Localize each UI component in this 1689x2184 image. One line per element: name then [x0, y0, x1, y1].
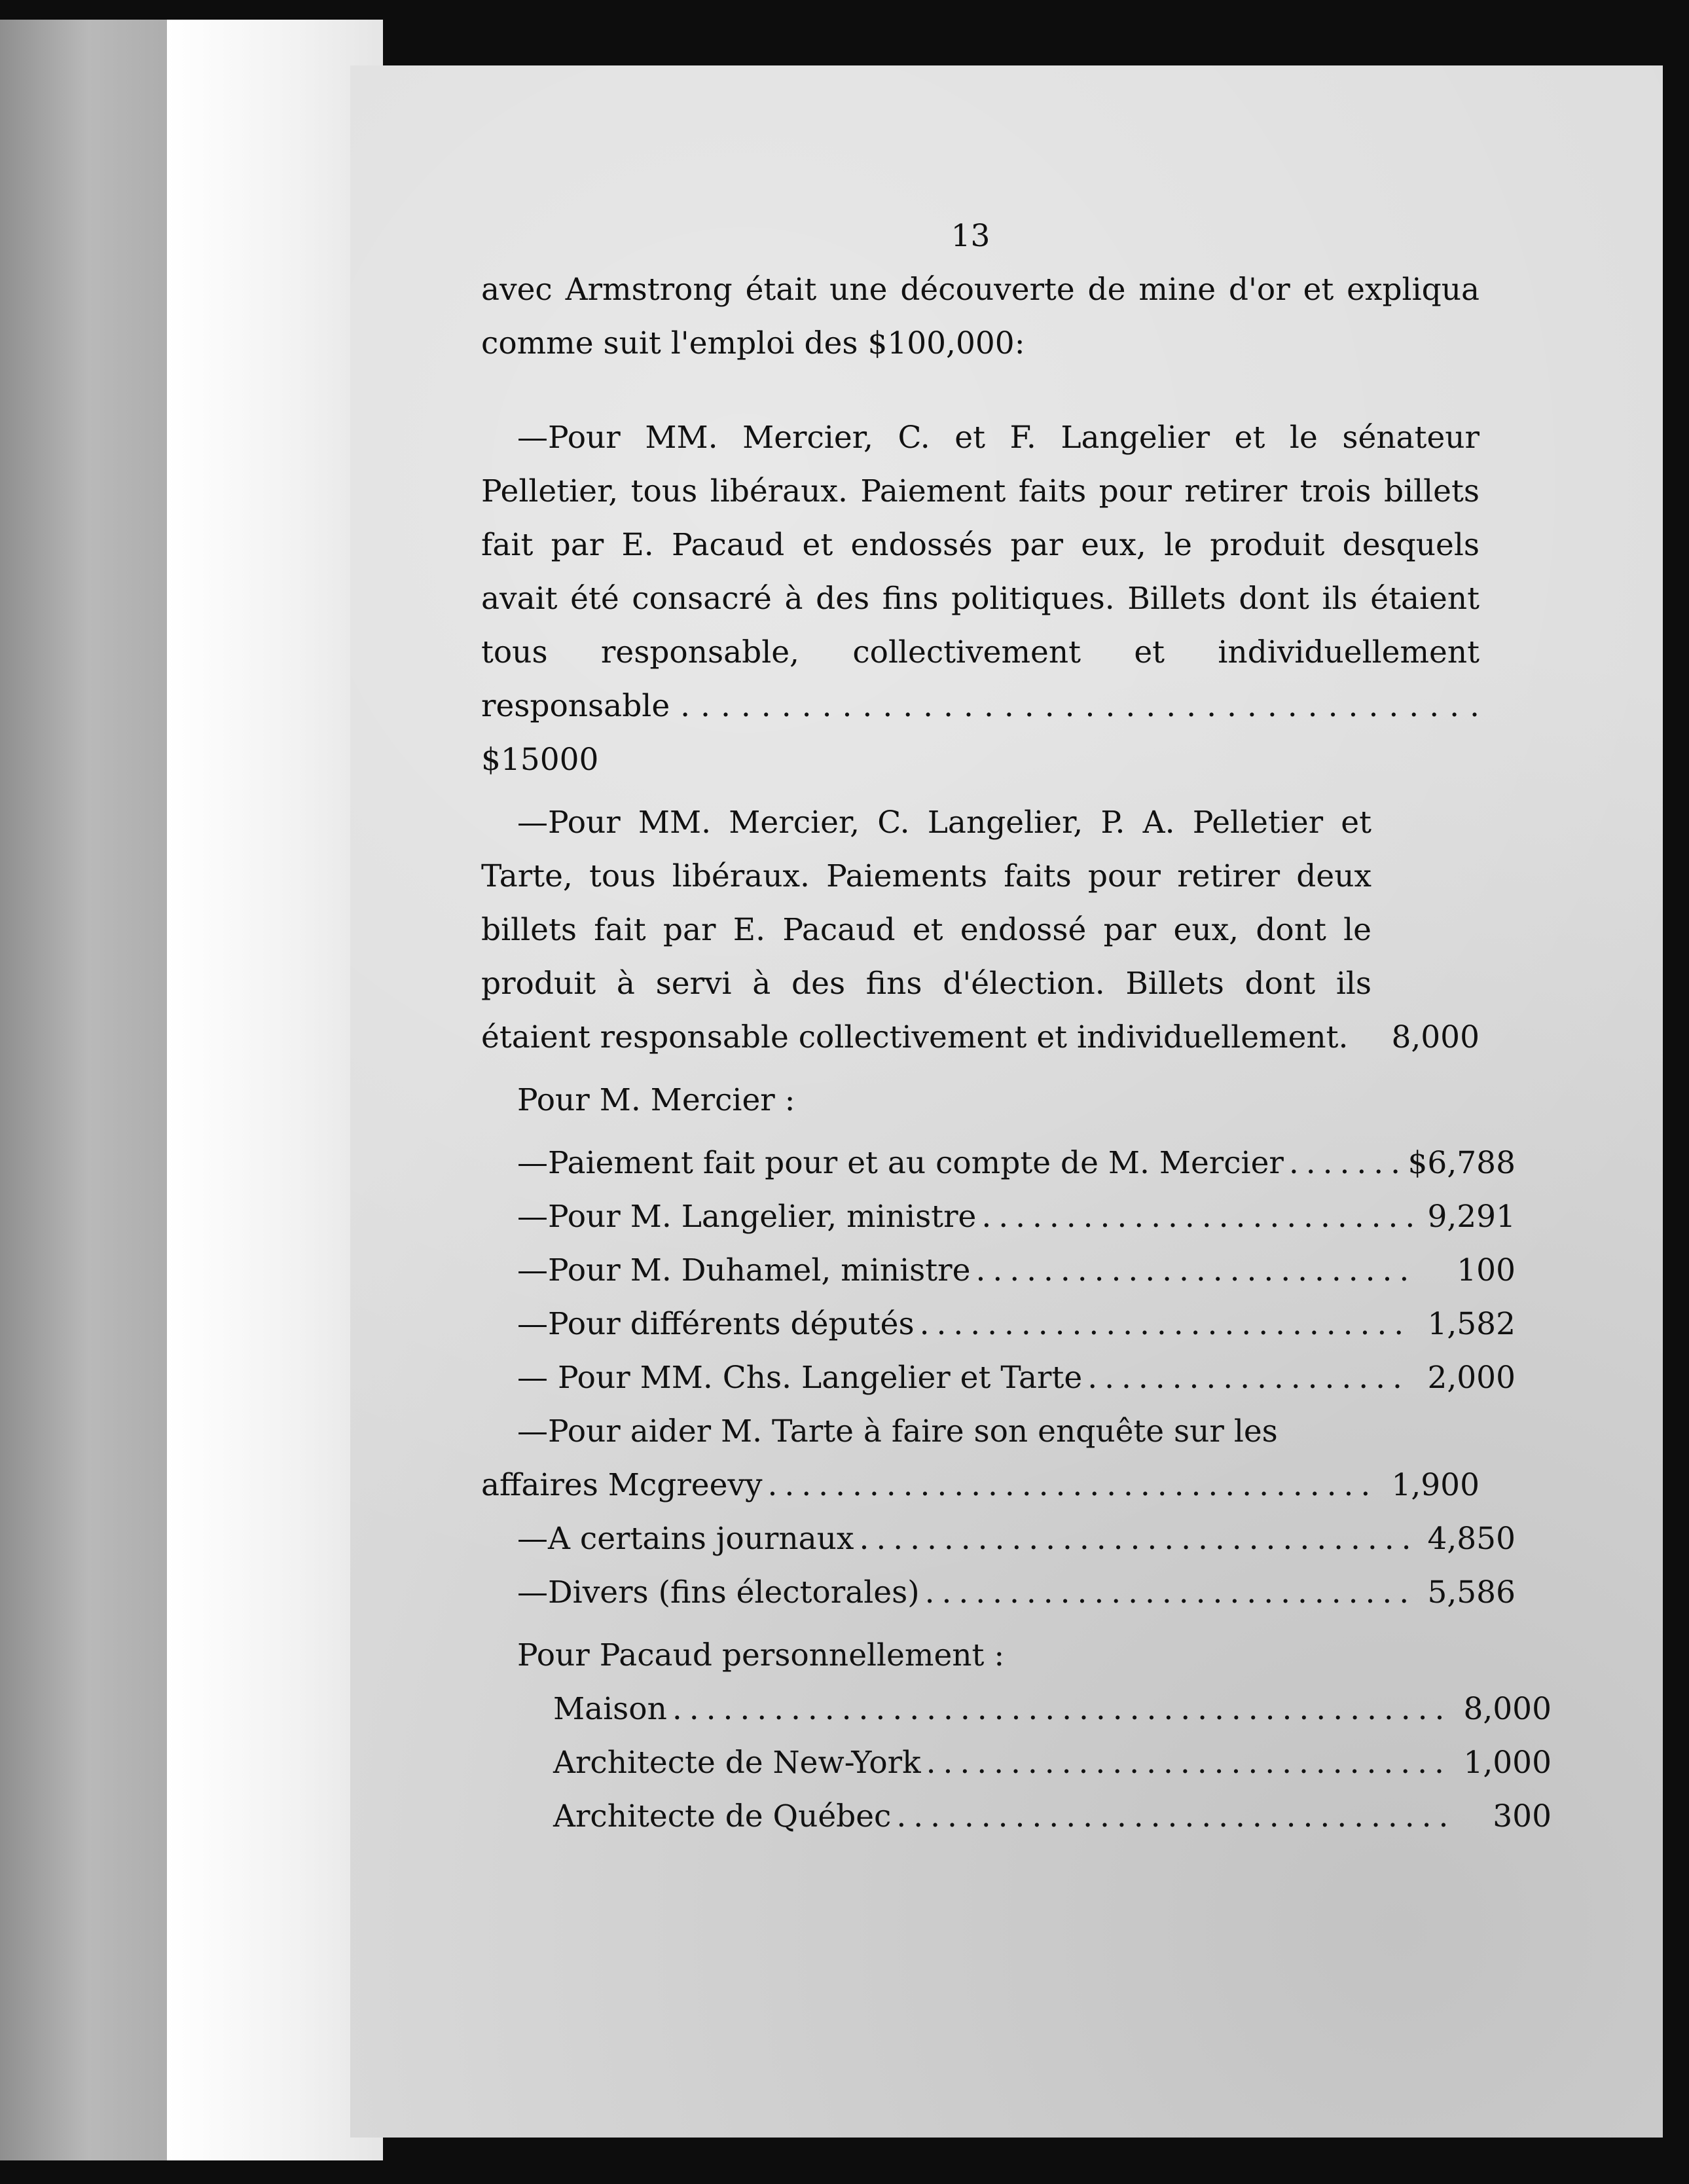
intro-paragraph: avec Armstrong était une découverte de mine d'or et expliqua comme suit l'emploi des $100,000:: [481, 272, 1480, 361]
item2-text: —Pour MM. Mercier, C. Langelier, P. A. Pelletier et Tarte, tous libéraux. Paiements faits pour retirer deux billets fait par E. Pacaud et endossé par eux, dont le produit à servi à des fins d'élection. Billets dont ils étaient responsable collectivement et individuellement.: [481, 805, 1371, 1055]
tarte-item-line1: —Pour aider M. Tarte à faire son enquête sur les: [517, 1413, 1278, 1449]
page-number: 13: [951, 218, 990, 254]
item2-amount: 8,000: [1391, 1019, 1480, 1055]
list-item: —Pour différents députés . . . 1,582: [481, 1298, 1516, 1351]
list-item: —Pour M. Duhamel, ministre . . . 100: [481, 1244, 1516, 1298]
item1-amount: $15000: [481, 742, 599, 778]
item1-leader: . . . . . . . . . . . . . . . . . . . . . . . . . . . . . . . . . . . . . . . .: [670, 688, 1480, 724]
list-item: —Pour M. Langelier, ministre . . . 9,291: [481, 1190, 1516, 1244]
list-item: — Pour MM. Chs. Langelier et Tarte . . . 2,000: [481, 1351, 1516, 1405]
list-item: Maison . . . 8,000: [481, 1683, 1552, 1736]
tarte-item-line2: affaires Mcgreevy . . . 1,900: [481, 1459, 1480, 1512]
item1-text: —Pour MM. Mercier, C. et F. Langelier et le sénateur Pelletier, tous libéraux. Paiement faits pour retirer trois billets fait par E. Pacaud et endossés par eux, le produit desquels avait été consacré à des fins politiques. Billets dont ils étaient tous responsable, collectivement et individuellement responsable: [481, 420, 1480, 724]
page-text: [481, 209, 1552, 1844]
item2-block: [481, 796, 1480, 1065]
list-item: Architecte de Québec . . . 300: [481, 1790, 1552, 1844]
pacaud-heading: Pour Pacaud personnellement :: [517, 1637, 1005, 1673]
item1-paragraph: [481, 411, 1480, 787]
list-item: Architecte de New-York . . . 1,000: [481, 1736, 1552, 1790]
list-item: —Divers (fins électorales) . . . 5,586: [481, 1566, 1516, 1620]
list-item: —Paiement fait pour et au compte de M. Mercier . . . $6,788: [481, 1137, 1516, 1190]
list-item: —A certains journaux . . . 4,850: [481, 1512, 1516, 1566]
mercier-heading: Pour M. Mercier :: [517, 1082, 795, 1118]
